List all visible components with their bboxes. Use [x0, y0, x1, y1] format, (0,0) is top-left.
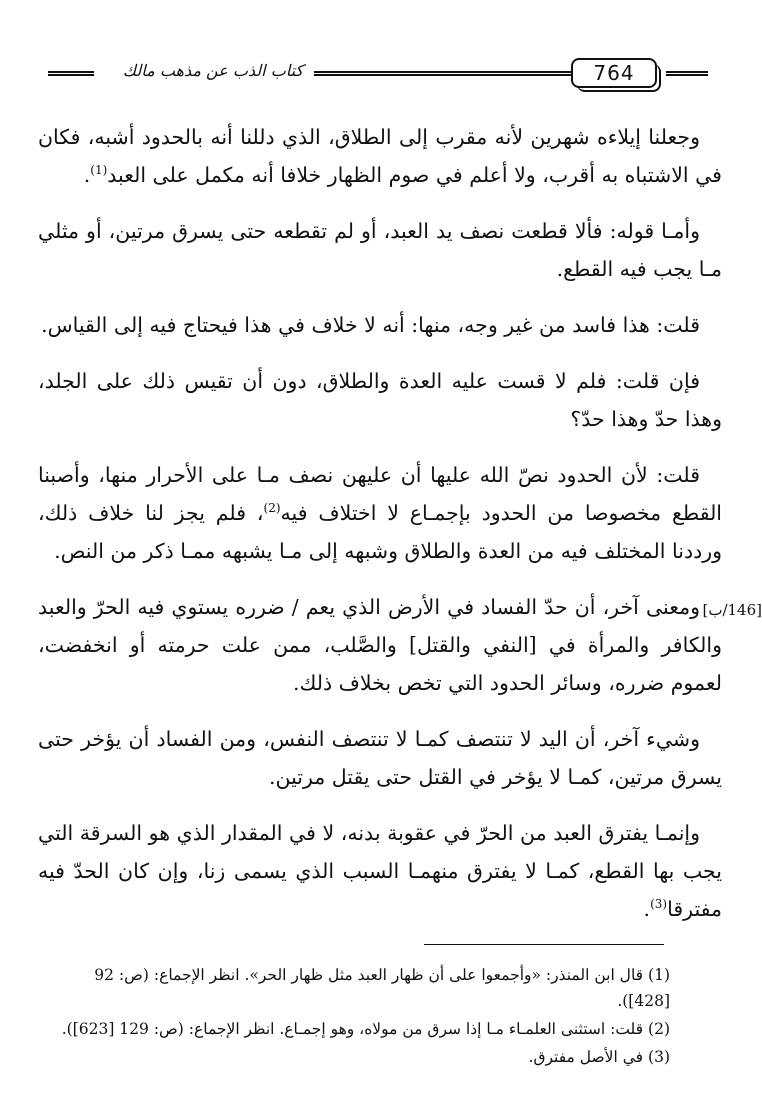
paragraph-7: وشيء آخر، أن اليد لا تنتصف كمـا لا تنتصف النفس، ومن الفساد أن يؤخر حتى يسرق مرتين، كمـا لا يؤخر في القتل حتى يقتل مرتين. — [38, 727, 722, 789]
footnote-ref-2: (2) — [263, 501, 281, 516]
paragraph-1-tail: . — [83, 163, 91, 187]
manuscript-folio-note: [146/ب] — [702, 601, 762, 619]
paragraph-5 — [38, 456, 722, 570]
footnotes — [50, 962, 670, 1072]
paragraph-1-text: وجعلنا إيلاءه شهرين لأنه مقرب إلى الطلاق، الذي دللنا أنه بالحدود أشبه، فكان في الاشتباه به أقرب، ولا أعلم في صوم الظهار خلافا أنه مكمل على العبد — [38, 125, 722, 187]
page-header — [40, 54, 720, 96]
running-title: كتاب الذب عن مذهب مالك — [122, 61, 304, 80]
header-rule-middle — [314, 71, 592, 76]
paragraph-2: وأمـا قوله: فألا قطعت نصف يد العبد، أو لم تقطعه حتى يسرق مرتين، أو مثلي مـا يجب فيه القطع. — [38, 219, 722, 281]
paragraph-8 — [38, 814, 722, 928]
main-text — [38, 118, 722, 946]
paragraph-1 — [38, 118, 722, 194]
footnote-2: (2) قلت: استثنى العلمـاء مـا إذا سرق من مولاه، وهو إجمـاع. انظر الإجماع: (ص: 129 [623]). — [61, 1020, 670, 1038]
footnote-3: (3) في الأصل مفترق. — [528, 1048, 670, 1066]
paragraph-8-text: وإنمـا يفترق العبد من الحرّ في عقوبة بدنه، لا في المقدار الذي هو السرقة التي يجب بها القطع، كمـا لا يفترق منهمـا السبب الذي يسمى زنا، وإن كان الحدّ فيه مفترقا — [38, 821, 722, 921]
footnote-1: (1) قال ابن المنذر: «وأجمعوا على أن ظهار العبد مثل ظهار الحر». انظر الإجماع: (ص: 92 [428]). — [94, 966, 670, 1010]
header-rule-right — [666, 71, 708, 76]
footnote-ref-3: (3) — [650, 897, 668, 912]
paragraph-6: ومعنى آخر، أن حدّ الفساد في الأرض الذي يعم / ضرره يستوي فيه الحرّ والعبد والكافر والمرأة في [النفي والقتل] والصَّلب، ممن علت حرمته أو انخفضت، لعموم ضرره، وسائر الحدود التي تخص بخلاف ذلك. — [38, 595, 722, 695]
paragraph-3: قلت: هذا فاسد من غير وجه، منها: أنه لا خلاف في هذا فيحتاج فيه إلى القياس. — [41, 313, 700, 337]
footnote-separator — [424, 944, 664, 945]
page-number: 764 — [571, 58, 657, 88]
footnote-ref-1: (1) — [90, 163, 108, 178]
paragraph-5-tail: ، فلم يجز لنا خلاف ذلك، ورددنا المختلف فيه من العدة والطلاق وشبهه إلى مـا يشبهه ممـا ذكر من النص. — [38, 501, 722, 563]
header-rule-left — [48, 71, 94, 76]
paragraph-8-tail: . — [643, 897, 651, 921]
paragraph-4: فإن قلت: فلم لا قست عليه العدة والطلاق، دون أن تقيس ذلك على الجلد، وهذا حدّ وهذا حدّ؟ — [38, 369, 722, 431]
paragraph-5-text: قلت: لأن الحدود نصّ الله عليها أن عليهن نصف مـا على الأحرار منها، وأصبنا القطع مخصوصا من الحدود بإجمـاع لا اختلاف فيه — [38, 463, 723, 525]
